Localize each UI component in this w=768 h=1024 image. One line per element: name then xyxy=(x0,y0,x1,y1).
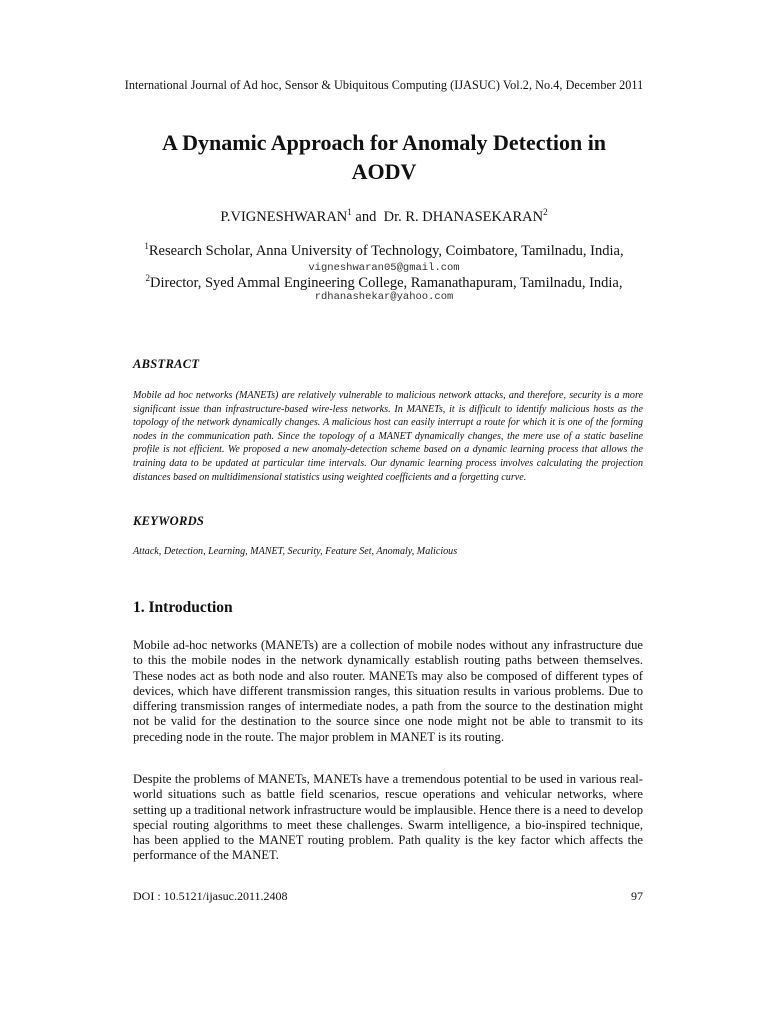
abstract-heading: ABSTRACT xyxy=(133,357,200,371)
author-connector: and xyxy=(351,209,384,225)
affiliation-1-email: vigneshwaran05@gmail.com xyxy=(308,262,460,274)
keywords-body: Attack, Detection, Learning, MANET, Security, Feature Set, Anomaly, Malicious xyxy=(133,546,458,557)
introduction-heading: 1. Introduction xyxy=(133,599,233,616)
affiliation-2-email: rdhanashekar@yahoo.com xyxy=(314,291,454,303)
affiliation-1 xyxy=(0,241,768,260)
author-line xyxy=(0,207,768,226)
author-1-sup: 1 xyxy=(347,207,352,217)
author-2-name: Dr. R. DHANASEKARAN xyxy=(383,209,544,225)
intro-paragraph-1: Mobile ad-hoc networks (MANETs) are a collection of mobile nodes without any infrastructure due to this the mobile nodes in the network dynamically establish routing paths between themselves. These nodes act as both node and also router. MANETs may also be composed of different types of devices, which have different transmission ranges, this situation results in various problems. Due to differing transmission ranges of intermediate nodes, a path from the source to the destination might not be valid for the destination to the source since one node might not be able to transmit to its preceding node in the route. The major problem in MANET is its routing. xyxy=(133,638,643,744)
author-2-sup: 2 xyxy=(543,207,548,217)
intro-paragraph-2: Despite the problems of MANETs, MANETs have a tremendous potential to be used in various real-world situations such as battle field scenarios, rescue operations and vehicular networks, where setting up a traditional network infrastructure would be implausible. Hence there is a need to develop special routing algorithms to meet these challenges. Swarm intelligence, a bio-inspired technique, has been applied to the MANET routing problem. Path quality is the key factor which affects the performance of the MANET. xyxy=(133,772,643,863)
paper-title xyxy=(100,128,668,186)
affiliation-1-sup: 1 xyxy=(144,241,149,251)
keywords-heading: KEYWORDS xyxy=(133,514,205,528)
abstract-body: Mobile ad hoc networks (MANETs) are relatively vulnerable to malicious network attacks, and therefore, security is a more significant issue than infrastructure-based wire-less networks. In MANETs, it is difficult to identify malicious hosts as the topology of the network dynamically changes. A malicious host can easily interrupt a route for which it is one of the forming nodes in the communication path. Since the topology of a MANET dynamically changes, the mere use of a static baseline profile is not efficient. We proposed a new anomaly-detection scheme based on a dynamic learning process that allows the training data to be updated at particular time intervals. Our dynamic learning process involves calculating the projection distances based on multidimensional statistics using weighted coefficients and a forgetting curve. xyxy=(133,390,643,483)
journal-header: International Journal of Ad hoc, Sensor & Ubiquitous Computing (IJASUC) Vol.2, No.4, December 2011 xyxy=(124,78,644,92)
affiliation-2 xyxy=(0,273,768,292)
affiliation-2-text: Director, Syed Ammal Engineering College, Ramanathapuram, Tamilnadu, India, xyxy=(150,275,623,291)
title-line-1: A Dynamic Approach for Anomaly Detection in xyxy=(161,130,607,155)
title-line-2: AODV xyxy=(351,159,417,184)
page-number: 97 xyxy=(631,889,643,903)
affiliation-2-sup: 2 xyxy=(145,273,150,283)
affiliation-1-text: Research Scholar, Anna University of Technology, Coimbatore, Tamilnadu, India, xyxy=(148,243,624,259)
footer-doi: DOI : 10.5121/ijasuc.2011.2408 xyxy=(133,889,288,903)
author-1-name: P.VIGNESHWARAN xyxy=(220,209,348,225)
